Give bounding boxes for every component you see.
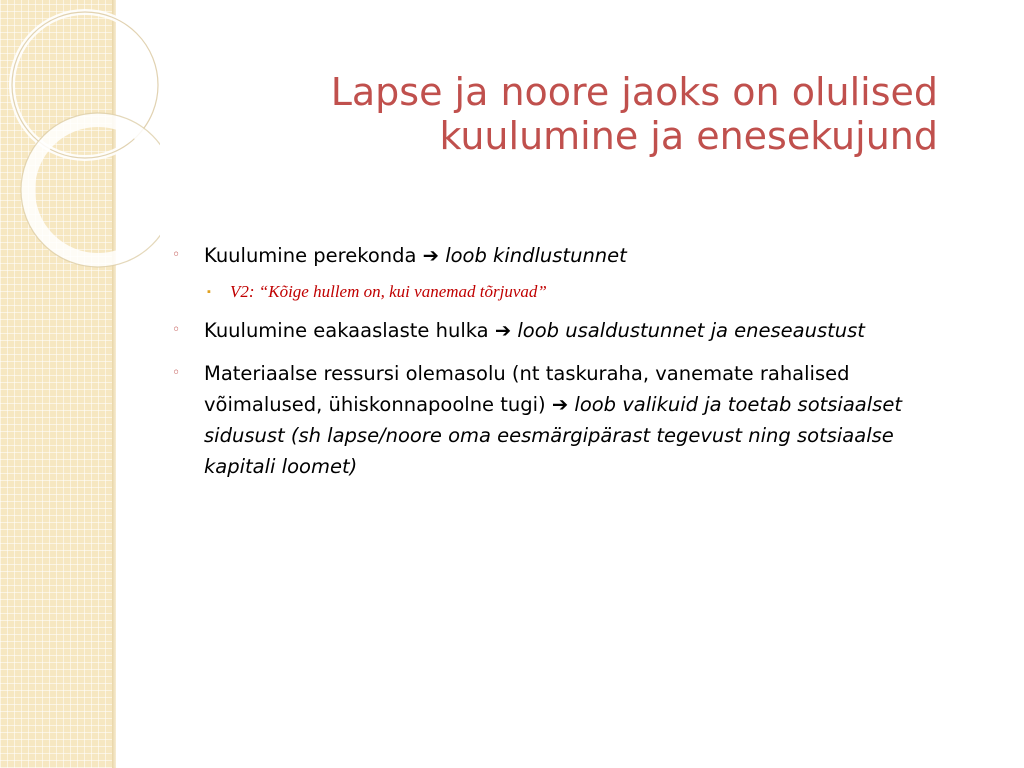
slide-title: [298, 70, 938, 158]
decorative-rings: [0, 0, 160, 330]
square-bullet-icon: ▪: [207, 286, 211, 298]
sub-bullet-item-1: [172, 279, 912, 305]
bullet-text: Kuulumine perekonda: [204, 244, 423, 267]
bullet-item-2: [172, 315, 912, 346]
sub-bullet-quote: V2: “Kõige hullem on, kui vanemad tõrjuvad”: [230, 282, 547, 301]
decorative-ring-lower: [28, 120, 160, 260]
bullet-emphasis: loob valikuid ja toetab sotsiaalset sidusust (sh lapse/noore oma eesmärgipärast tegevust ning sotsiaalse kapitali loomet): [204, 393, 902, 478]
bullet-emphasis: loob usaldustunnet ja eneseaustust: [511, 319, 865, 342]
right-arrow-icon: ➔: [422, 244, 439, 267]
hollow-circle-bullet-icon: ◦: [172, 365, 181, 381]
slide-title-line-1: Lapse ja noore jaoks on olulised: [330, 70, 938, 114]
bullet-text: Kuulumine eakaaslaste hulka: [204, 319, 495, 342]
bullet-emphasis: loob kindlustunnet: [439, 244, 627, 267]
slide-title-line-2: kuulumine ja enesekujund: [439, 114, 938, 158]
right-arrow-icon: ➔: [551, 393, 569, 416]
bullet-item-1: [172, 240, 912, 271]
bullet-text: Materiaalse ressursi olemasolu (nt taskuraha, vanemate rahalised võimalused, ühiskonnapoolne tugi): [204, 362, 850, 416]
bullet-item-3: [172, 358, 912, 482]
hollow-circle-bullet-icon: ◦: [172, 247, 181, 263]
hollow-circle-bullet-icon: ◦: [172, 322, 181, 338]
bullet-list: [172, 240, 912, 494]
right-arrow-icon: ➔: [494, 319, 512, 342]
